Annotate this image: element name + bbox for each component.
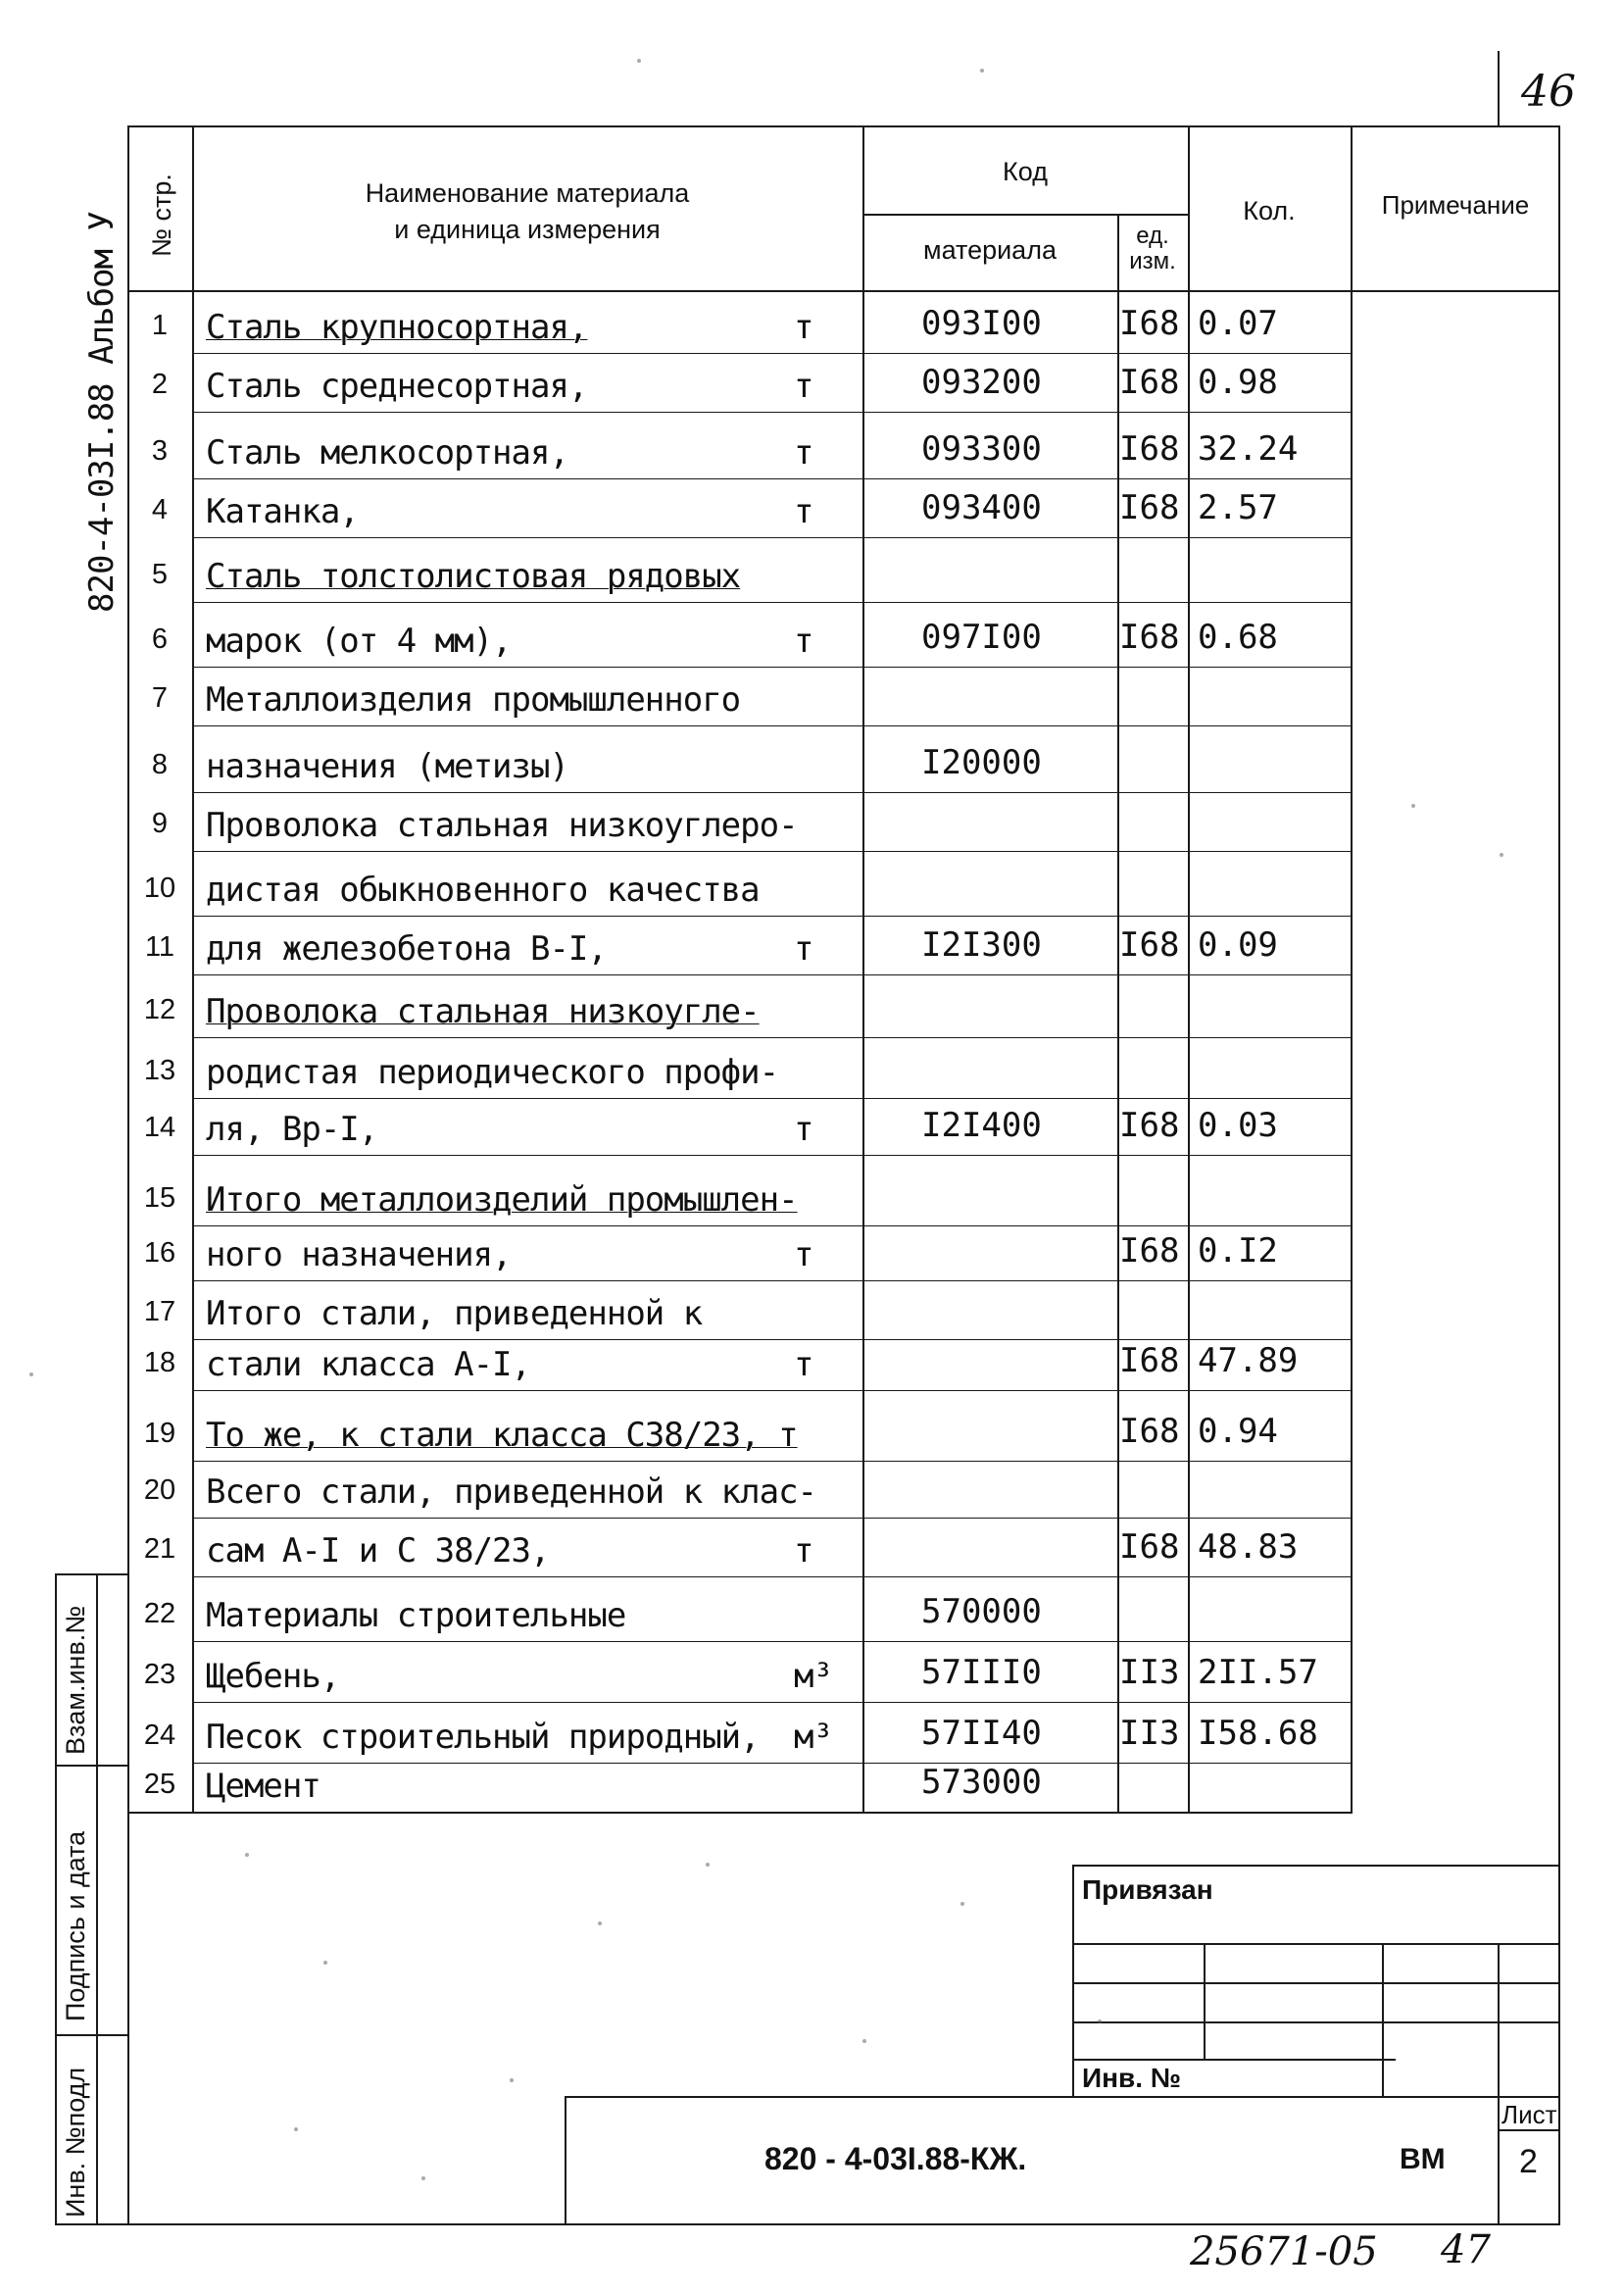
row-number: 9 xyxy=(151,808,169,839)
unit-of-measure: т xyxy=(794,367,813,406)
side-stamp-inv-podl: Инв. №подл xyxy=(61,2067,90,2218)
quantity: I58.68 xyxy=(1198,1714,1318,1753)
row-number: 4 xyxy=(151,494,169,525)
unit-of-measure: т xyxy=(794,929,813,969)
header-row-number: № стр. xyxy=(147,174,176,257)
row-number: 20 xyxy=(143,1474,176,1506)
row-number: 6 xyxy=(151,623,169,655)
unit-of-measure: т xyxy=(794,1531,813,1571)
material-name: ного назначения, xyxy=(206,1235,512,1274)
material-name: Проволока стальная низкоуглеро- xyxy=(206,806,798,845)
material-code: 573000 xyxy=(921,1763,1042,1802)
stamp-inv-no: Инв. № xyxy=(1082,2063,1182,2093)
quantity: 32.24 xyxy=(1198,429,1299,469)
unit-of-measure: т xyxy=(794,1110,813,1149)
scan-speck xyxy=(510,2078,514,2082)
row-number: 7 xyxy=(151,682,169,714)
header-code: Код xyxy=(1003,157,1048,186)
quantity: 0.68 xyxy=(1198,618,1278,657)
material-name: Материалы строительные xyxy=(206,1596,626,1635)
header-code-unit: ед. изм. xyxy=(1129,223,1176,274)
table-row xyxy=(127,1339,1558,1390)
quantity: 47.89 xyxy=(1198,1341,1299,1380)
unit-of-measure: м³ xyxy=(794,1657,832,1696)
table-row xyxy=(127,792,1558,851)
row-number: 1 xyxy=(151,310,169,341)
table-row xyxy=(127,1280,1558,1339)
quantity: 2.57 xyxy=(1198,488,1278,527)
scan-speck xyxy=(421,2176,425,2180)
stamp-privyazan: Привязан xyxy=(1082,1874,1213,1905)
row-number: 5 xyxy=(151,559,169,590)
unit-code: I68 xyxy=(1119,1106,1180,1145)
row-number: 8 xyxy=(151,749,169,780)
footer-note: 25671-05 xyxy=(1190,2229,1378,2274)
scan-speck xyxy=(29,1372,33,1376)
material-name: То же, к стали класса С38/23, т xyxy=(206,1416,798,1455)
table-row xyxy=(127,974,1558,1037)
page-number: 46 xyxy=(1521,67,1576,117)
row-number: 18 xyxy=(143,1347,176,1378)
scan-speck xyxy=(598,1921,602,1925)
row-number: 19 xyxy=(143,1418,176,1449)
material-name: Металлоизделия промышленного xyxy=(206,680,741,720)
header-quantity: Кол. xyxy=(1243,196,1296,225)
material-name: Цемент xyxy=(206,1767,320,1806)
material-name: для железобетона В-I, xyxy=(206,929,607,969)
material-code: 093200 xyxy=(921,363,1042,402)
unit-code: I68 xyxy=(1119,1341,1180,1380)
unit-code: I68 xyxy=(1119,488,1180,527)
material-code: 097I00 xyxy=(921,618,1042,657)
row-number: 10 xyxy=(143,873,176,904)
material-name: Сталь крупносортная, xyxy=(206,308,588,347)
quantity: 0.03 xyxy=(1198,1106,1278,1145)
table-row xyxy=(127,725,1558,792)
row-number: 22 xyxy=(143,1598,176,1629)
unit-of-measure: т xyxy=(794,308,813,347)
material-name: Песок строительный природный, xyxy=(206,1718,760,1757)
scan-speck xyxy=(1411,804,1415,808)
table-row xyxy=(127,1518,1558,1576)
unit-code: I68 xyxy=(1119,1231,1180,1271)
row-number: 3 xyxy=(151,435,169,467)
row-number: 21 xyxy=(143,1533,176,1565)
scan-speck xyxy=(323,1961,327,1965)
material-code: I2I300 xyxy=(921,925,1042,965)
scan-speck xyxy=(1098,2020,1102,2023)
table-row xyxy=(127,1702,1558,1763)
material-name: Сталь среднесортная, xyxy=(206,367,588,406)
side-stamp-podpis: Подпись и дата xyxy=(61,1830,90,2021)
stamp-mark: ВМ xyxy=(1400,2143,1446,2175)
side-stamp-vzam: Взам.инв.№ xyxy=(61,1605,90,1755)
header-code-material: материала xyxy=(923,235,1057,265)
table-row xyxy=(127,1098,1558,1155)
unit-code: I68 xyxy=(1119,1527,1180,1567)
row-number: 23 xyxy=(143,1659,176,1690)
table-row xyxy=(127,1461,1558,1518)
material-code: 570000 xyxy=(921,1592,1042,1631)
row-number: 25 xyxy=(143,1769,176,1800)
quantity: 48.83 xyxy=(1198,1527,1299,1567)
quantity: 0.98 xyxy=(1198,363,1278,402)
material-name: Щебень, xyxy=(206,1657,340,1696)
table-row xyxy=(127,602,1558,667)
table-row xyxy=(127,1037,1558,1098)
material-name: Сталь толстолистовая рядовых xyxy=(206,557,741,596)
row-number: 24 xyxy=(143,1720,176,1751)
material-code: I20000 xyxy=(921,743,1042,782)
unit-code: I68 xyxy=(1119,429,1180,469)
row-number: 12 xyxy=(143,994,176,1025)
material-name: сам А-I и С 38/23, xyxy=(206,1531,550,1571)
stamp-sheet-number: 2 xyxy=(1519,2143,1538,2180)
material-name: назначения (метизы) xyxy=(206,747,568,786)
material-name: ля, Вр-I, xyxy=(206,1110,378,1149)
row-number: 16 xyxy=(143,1237,176,1269)
unit-of-measure: т xyxy=(794,1235,813,1274)
row-number: 11 xyxy=(144,931,175,963)
unit-of-measure: т xyxy=(794,622,813,661)
table-row xyxy=(127,353,1558,412)
quantity: 2II.57 xyxy=(1198,1653,1318,1692)
unit-code: II3 xyxy=(1119,1714,1180,1753)
material-name: Проволока стальная низкоугле- xyxy=(206,992,760,1031)
unit-of-measure: т xyxy=(794,433,813,473)
unit-of-measure: т xyxy=(794,492,813,531)
table-row xyxy=(127,1225,1558,1280)
header-note: Примечание xyxy=(1381,190,1530,220)
material-code: 093I00 xyxy=(921,304,1042,343)
row-number: 14 xyxy=(143,1112,176,1143)
scan-speck xyxy=(862,2039,866,2043)
scan-speck xyxy=(294,2127,298,2131)
material-code: 093400 xyxy=(921,488,1042,527)
material-code: 57II40 xyxy=(921,1714,1042,1753)
scan-speck xyxy=(980,69,984,73)
quantity: 0.09 xyxy=(1198,925,1278,965)
unit-code: I68 xyxy=(1119,304,1180,343)
stamp-doc-code: 820 - 4-03I.88-КЖ. xyxy=(764,2141,1027,2176)
scan-speck xyxy=(637,59,641,63)
unit-code: I68 xyxy=(1119,618,1180,657)
row-number: 15 xyxy=(143,1182,176,1214)
scan-speck xyxy=(245,1853,249,1857)
header-material-name-line2: и единица измерения xyxy=(394,215,661,244)
table-row xyxy=(127,478,1558,537)
table-row xyxy=(127,1641,1558,1702)
scan-speck xyxy=(706,1863,710,1867)
unit-code: I68 xyxy=(1119,1412,1180,1451)
material-code: 093300 xyxy=(921,429,1042,469)
row-number: 17 xyxy=(143,1296,176,1327)
material-name: марок (от 4 мм), xyxy=(206,622,512,661)
table-row xyxy=(127,916,1558,974)
unit-of-measure: м³ xyxy=(794,1718,832,1757)
scan-speck xyxy=(1500,853,1503,857)
table-row xyxy=(127,851,1558,916)
unit-code: II3 xyxy=(1119,1653,1180,1692)
material-name: родистая периодического профи- xyxy=(206,1053,779,1092)
material-code: I2I400 xyxy=(921,1106,1042,1145)
side-label: 820-4-03I.88 Альбом У xyxy=(82,212,122,613)
table-row xyxy=(127,1155,1558,1225)
unit-of-measure: т xyxy=(794,1345,813,1384)
header-material-name xyxy=(192,178,862,245)
scan-speck xyxy=(960,1902,964,1906)
material-code: 57III0 xyxy=(921,1653,1042,1692)
row-number: 13 xyxy=(143,1055,176,1086)
material-name: дистая обыкновенного качества xyxy=(206,871,760,910)
unit-code: I68 xyxy=(1119,925,1180,965)
material-name: Катанка, xyxy=(206,492,359,531)
material-name: Всего стали, приведенной к клас- xyxy=(206,1472,817,1512)
row-number: 2 xyxy=(151,369,169,400)
table-row xyxy=(127,1390,1558,1461)
table-row xyxy=(127,1576,1558,1641)
table-row xyxy=(127,412,1558,478)
header-material-name-line1: Наименование материала xyxy=(365,178,690,208)
table-row xyxy=(127,290,1558,353)
material-name: Сталь мелкосортная, xyxy=(206,433,568,473)
table-row xyxy=(127,667,1558,725)
stamp-sheet-label: Лист xyxy=(1501,2100,1557,2129)
table-row xyxy=(127,537,1558,602)
material-name: стали класса А-I, xyxy=(206,1345,530,1384)
quantity: 0.I2 xyxy=(1198,1231,1278,1271)
material-name: Итого металлоизделий промышлен- xyxy=(206,1180,798,1220)
material-name: Итого стали, приведенной к xyxy=(206,1294,703,1333)
quantity: 0.07 xyxy=(1198,304,1278,343)
unit-code: I68 xyxy=(1119,363,1180,402)
footer-page: 47 xyxy=(1441,2227,1491,2272)
quantity: 0.94 xyxy=(1198,1412,1278,1451)
table-row xyxy=(127,1763,1558,1812)
